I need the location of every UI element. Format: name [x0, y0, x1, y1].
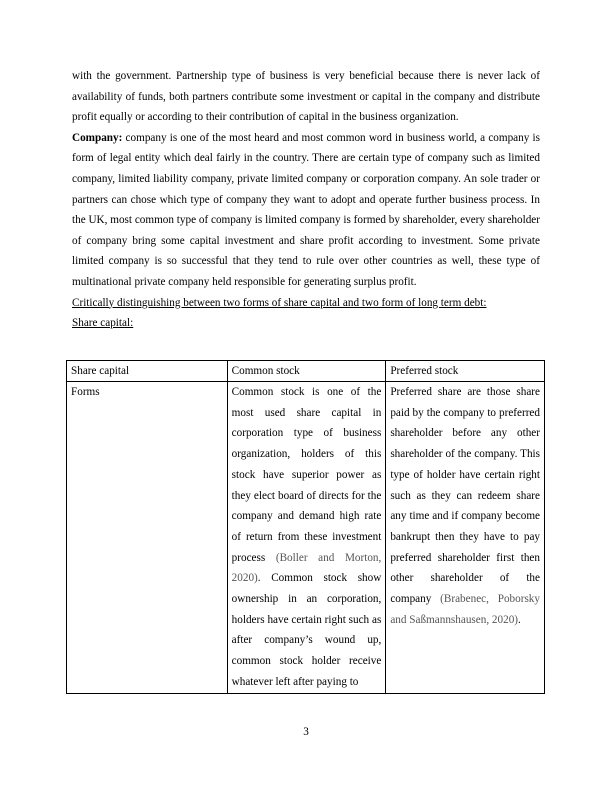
table-row [67, 382, 545, 694]
page-number: 3 [303, 726, 309, 738]
preferred-stock-text: Preferred share are those share paid by the company to preferred shareholder before any other shareholder of the company. This type of holder have certain right such as they can redeem share any time and if company become bankrupt then they have to pay preferred shareholder first then other shareholder of the company [390, 386, 540, 606]
partnership-paragraph: with the government. Partnership type of business is very beneficial because there is never lack of availability of funds, both partners contribute some investment or capital in the company and distribute profit equally or according to their contribution of capital in the business organization. [72, 70, 540, 124]
common-stock-cell [227, 382, 386, 694]
company-label: Company: [72, 131, 123, 144]
share-capital-heading: Share capital: [72, 317, 134, 330]
body-text [72, 66, 540, 334]
row-label-forms: Forms [67, 382, 228, 694]
common-stock-text-after: . Common stock show ownership in an corporation, holders have certain right such as after company’s wound up, common stock holder receive whatever left after paying to [231, 572, 382, 688]
preferred-stock-citation: (Brabenec, Poborsky and Saßmannshausen, 2020) [390, 593, 540, 626]
table-header-row [67, 361, 545, 382]
share-capital-table [66, 360, 545, 694]
common-stock-citation: (Boller and Morton, 2020) [231, 551, 382, 585]
header-preferred-stock: Preferred stock [386, 361, 545, 382]
preferred-stock-text-after: . [518, 613, 521, 626]
common-stock-text: Common stock is one of the most used share capital in corporation type of business organization, holders of this stock have superior power as they elect board of directs for the company and demand high rate of return from these investment process [231, 386, 382, 564]
header-common-stock: Common stock [227, 361, 386, 382]
preferred-stock-cell [386, 382, 545, 694]
header-share-capital: Share capital [67, 361, 228, 382]
company-paragraph [72, 128, 540, 293]
company-text: company is one of the most heard and most common word in business world, a company is form of legal entity which deal fairly in the country. There are certain type of company such as limited company, limited liability company, private limited company or corporation company. An sole trader or partners can chose which type of company they want to adopt and operate further business process. In the UK, most common type of company is limited company is formed by shareholder, every shareholder of company bring some capital investment and share profit according to investment. Some private limited company is so successful that they tend to rule over other countries as well, these type of multinational private company held responsible for generating surplus profit. [72, 131, 540, 288]
critical-heading: Critically distinguishing between two forms of share capital and two form of long term debt: [72, 296, 487, 309]
